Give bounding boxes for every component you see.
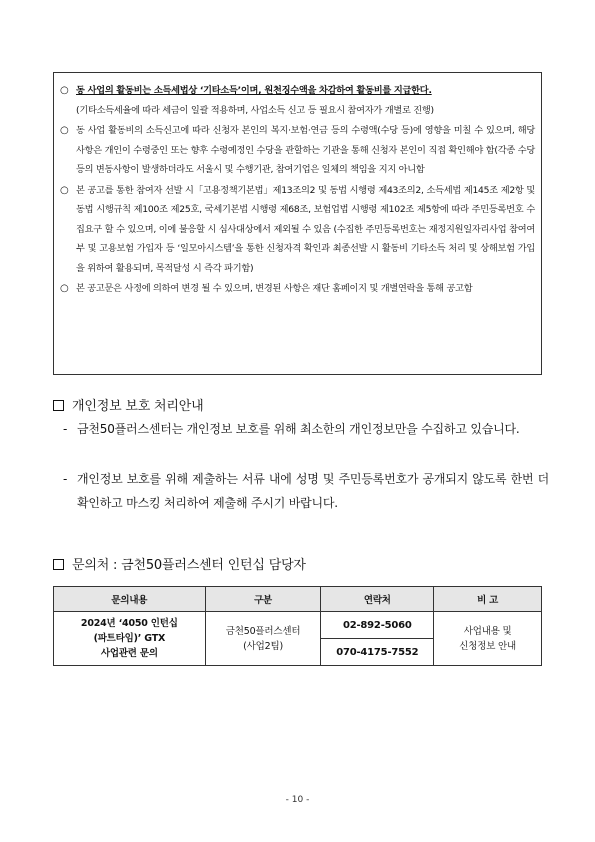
cell-inquiry: 2024년 ‘4050 인턴십 (파트타임)’ GTX 사업관련 문의 [54, 612, 206, 666]
notice-item-income-report [60, 121, 535, 180]
header-note: 비 고 [434, 587, 542, 612]
privacy-item-minimal-text: 금천50플러스센터는 개인정보 보호를 위해 최소한의 개인정보만을 수집하고 있습니다. [77, 422, 520, 436]
header-phone: 연락처 [321, 587, 434, 612]
privacy-item-masking-text: 개인정보 보호를 위해 제출하는 서류 내에 성명 및 주민등록번호가 공개되지 않도록 한번 더 확인하고 마스킹 처리하여 제출해 주시기 바랍니다. [77, 472, 549, 510]
notice-change-text: 본 공고문은 사정에 의하여 변경 될 수 있으며, 변경된 사항은 재단 홈페이지 및 개별연락을 통해 공고함 [76, 283, 473, 294]
privacy-item-masking: - 개인정보 보호를 위해 제출하는 서류 내에 성명 및 주민등록번호가 공개되지 않도록 한번 더 확인하고 마스킹 처리하여 제출해 주시기 바랍니다. [63, 467, 549, 515]
table-header-row [54, 587, 542, 612]
notice-income-report-text: 동 사업 활동비의 소득신고에 따라 신청자 본인의 복지·보험·연금 등의 수령액(수당 등)에 영향을 미칠 수 있으며, 해당사항은 개인이 수령중인 또는 향후 수령예정인 수당을 관할하는 기관을 통해 신청자 본인이 직접 확인해야 함(각종 수당 등의 변동사항이 발생하더라도 서울시 및 수행기관, 참여기업은 일체의 책임을 지지 아니함 [76, 125, 535, 175]
privacy-section-title: 개인정보 보호 처리안내 [53, 395, 203, 414]
cell-phone-2: 070-4175-7552 [321, 639, 434, 666]
bullet-circle: ○ [60, 85, 69, 96]
cell-note: 사업내용 및 신청정보 안내 [434, 612, 542, 666]
bullet-circle: ○ [60, 125, 69, 136]
notice-tax-bold: 동 사업의 활동비는 소득세법상 ‘기타소득’이며, 원천징수액을 차감하여 활동비를 지급한다. [76, 85, 432, 96]
notice-tax-sub: (기타소득세율에 따라 세금이 일괄 적용하며, 사업소득 신고 등 필요시 참여자가 개별로 진행) [76, 104, 434, 116]
notice-rrn-text: 본 공고를 통한 참여자 선발 시「고용정책기본법」제13조의2 및 동법 시행령 제43조의2, 소득세법 제145조 제2항 및 동법 시행규칙 제100조 제25호, 국세기본법 시행령 제68조, 보험업법 시행령 제102조 제5항에 따라 주민등록번호 수집요구 할 수 있으며, 이에 불응할 시 심사대상에서 제외될 수 있음 (수집한 주민등록번호는 재정지원일자리사업 참여여부 및 고용보험 가입자 등 ‘일모아시스템’을 통한 신청자격 확인과 최종선발 시 활동비 기타소득 처리 및 상해보험 가입을 위하여 활용되며, 목적달성 시 즉각 파기함) [76, 184, 535, 274]
notice-item-tax [60, 81, 535, 120]
bullet-circle: ○ [60, 184, 69, 196]
table-row [54, 612, 542, 639]
checkbox-square-icon [53, 559, 64, 570]
cell-division: 금천50플러스센터 (사업2팀) [205, 612, 321, 666]
contact-section-title: 문의처 : 금천50플러스센터 인턴십 담당자 [53, 554, 306, 573]
notice-box [53, 72, 542, 375]
header-inquiry: 문의내용 [54, 587, 206, 612]
contact-table [53, 586, 542, 666]
cell-phone-1: 02-892-5060 [321, 612, 434, 639]
checkbox-square-icon [53, 400, 64, 411]
bullet-circle: ○ [60, 283, 69, 294]
privacy-item-minimal: - 금천50플러스센터는 개인정보 보호를 위해 최소한의 개인정보만을 수집하고 있습니다. [63, 417, 549, 441]
header-division: 구분 [205, 587, 321, 612]
page-number: - 10 - [285, 795, 310, 805]
notice-item-change [60, 279, 535, 299]
notice-item-rrn [60, 181, 535, 279]
